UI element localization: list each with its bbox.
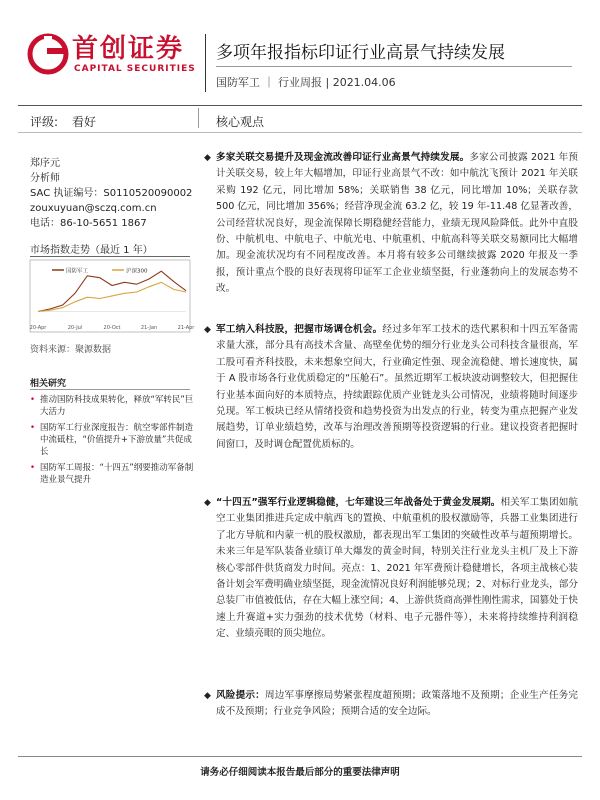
section-body: 周边军事摩擦局势紧张程度超预期；政策落地不及预期；企业生产任务完成不及预期；行业竞争风险；预期合适的安全边际。 xyxy=(216,690,579,718)
related-research-title: 相关研究 xyxy=(30,379,67,389)
brand-name: 首创证券 xyxy=(72,34,185,64)
analyst-name: 郑序元 xyxy=(30,158,60,169)
chart-legend-label: 沪深300 xyxy=(126,268,148,275)
rating-value: 看好 xyxy=(72,115,97,129)
analyst-info xyxy=(30,156,192,231)
related-item[interactable]: • 国防军工周报：“十四五”纲要推动军备制造业景气提升 xyxy=(40,462,200,486)
section-body: 经过多年军工技术的迭代累积和十四五军备需求量大涨，部分具有高技术含量、高壁垒优势的细分行业龙头公司科技含量很高，军工股可看齐科技股，未来想象空间大，行业确定性强、现金流稳健、增长速度快，属于 A 股市场各行业优质稳定的“压舱石”。虽然近期军工板块波动调整较大，但把握住行业基本面向好的本质特点，持续跟踪优质产业链龙头公司情况，业绩将随时间逐步兑现。军工板块已经从情绪投资和趋势投资为出发点的行业，转变为重点把握产业发展趋势，订单业绩趋势，改革与治理改善预期等投资逻辑的行业。建议投资者把握时间窗口，及时调仓配置优质标的。 xyxy=(216,324,579,450)
brand-name-en: CAPITAL SECURITIES xyxy=(74,64,196,74)
section-heading: 风险提示： xyxy=(216,690,265,701)
related-item[interactable]: • 推动国防科技成果转化，释放“军转民”巨大活力 xyxy=(40,394,200,418)
title-rule xyxy=(216,66,572,67)
bullet-icon: ◆ xyxy=(204,498,211,508)
chart-legend-label: 国防军工 xyxy=(66,268,89,275)
header-divider xyxy=(205,34,206,92)
chart-x-tick-label: 20-Apr xyxy=(29,325,47,331)
section-2 xyxy=(204,322,579,453)
chart-source: 资料来源：聚源数据 xyxy=(30,345,112,355)
section-1 xyxy=(204,150,579,298)
report-subtitle: 国防军工 ｜ 行业周报 | 2021.04.06 xyxy=(216,76,396,89)
market-index-chart xyxy=(29,260,195,332)
analyst-sac: SAC 执证编号：S0110520090002 xyxy=(30,188,193,199)
chart-series-line-1 xyxy=(38,282,186,311)
footer-disclaimer: 请务必仔细阅读本报告最后部分的重要法律声明 xyxy=(200,767,400,778)
chart-x-tick-label: 21-Jan xyxy=(140,325,158,331)
chart-x-tick-label: 20-Oct xyxy=(103,325,121,331)
footer-rule xyxy=(18,756,582,757)
related-research-list xyxy=(40,394,200,490)
section-heading: “十四五”强军行业逻辑稳健，七年建设三年战备处于黄金发展期。 xyxy=(216,497,501,508)
analyst-email[interactable]: zouxuyuan@sczq.com.cn xyxy=(30,203,157,214)
chart-title: 市场指数走势（最近 1 年） xyxy=(30,245,153,256)
chart-series-line-0 xyxy=(38,271,186,311)
chart-x-tick-label: 20-Jul xyxy=(67,325,83,331)
brand-logo-icon xyxy=(28,34,68,74)
core-view-label: 核心观点 xyxy=(216,115,265,129)
section-4 xyxy=(204,688,579,721)
section-rule xyxy=(18,132,582,133)
column-divider xyxy=(198,108,199,128)
bullet-icon: ◆ xyxy=(204,325,211,335)
section-heading: 多家关联交易提升及现金流改善印证行业高景气持续发展。 xyxy=(216,152,470,163)
analyst-phone: 电话：86-10-5651 1867 xyxy=(30,218,147,229)
chart-x-tick-label: 21-Apr xyxy=(177,325,195,331)
section-body: 相关军工集团如航空工业集团推进兵定成中航西飞的置换、中航重机的股权激励等，兵器工业集团进行了北方导航和内蒙一机的股权激励，都表现出军工集团的突破性改革与超预期增长。未来三年是军队装备业绩订单大爆发的黄金时间，特别关注行业龙头主机厂及上下游核心零部件供货商发力时间。亮点：1、2021 年军费预计稳健增长，各项主战核心装备计划会军费明确业绩坚挺，现金流情况良好利润能够兑现；2、对标行业龙头，部分总装厂市值被低估，存在大幅上涨空间；4、上游供货商高弹性刚性需求，国篡处于快速上升赛道+实力强劲的技术优势（材料、电子元器件等），未来将持续维持利润稳定、业绩亮眼的顶尖地位。 xyxy=(216,497,578,640)
bullet-icon: ◆ xyxy=(204,691,211,701)
report-title: 多项年报指标印证行业高景气持续发展 xyxy=(216,43,505,63)
section-body: 多家公司披露 2021 年预计关联交易，较上年大幅增加，印证行业高景气不改：如中航沈飞预计 2021 年关联采购 192 亿元，同比增加 58%；关联销售 38 亿元，同比增加 10%；关联存款 500 亿元，同比增加 356%；经营净现金流 63.2 亿，较 19 年-11.48 亿显著改善，公司经营状况良好，现金流保障长期稳健经营能力，业绩无现风险降低。此外中直股份、中航机电、中航电子、中航光电、中航重机、中航高科等关联交易额同比大幅增加。现金流状况均有不同程度改善。本月将有较多公司继续披露 2020 年报及一季报，预计重点个股的良好表现将印证军工企业业绩坚挺，行业蓬勃向上的发展态势不改。 xyxy=(216,152,579,295)
bullet-icon: ◆ xyxy=(204,153,211,163)
rating-label: 评级: xyxy=(30,115,59,129)
section-heading: 军工纳入科技股，把握市场调仓机会。 xyxy=(216,324,383,335)
section-3 xyxy=(204,495,578,643)
chart-title-rule xyxy=(30,256,190,257)
analyst-role: 分析师 xyxy=(30,173,60,184)
related-item[interactable]: • 国防军工行业深度报告：航空零部件制造中流砥柱，“价值提升+下游放量”共促成长 xyxy=(40,422,200,458)
related-research-rule xyxy=(30,389,190,390)
header-rule xyxy=(18,105,582,106)
